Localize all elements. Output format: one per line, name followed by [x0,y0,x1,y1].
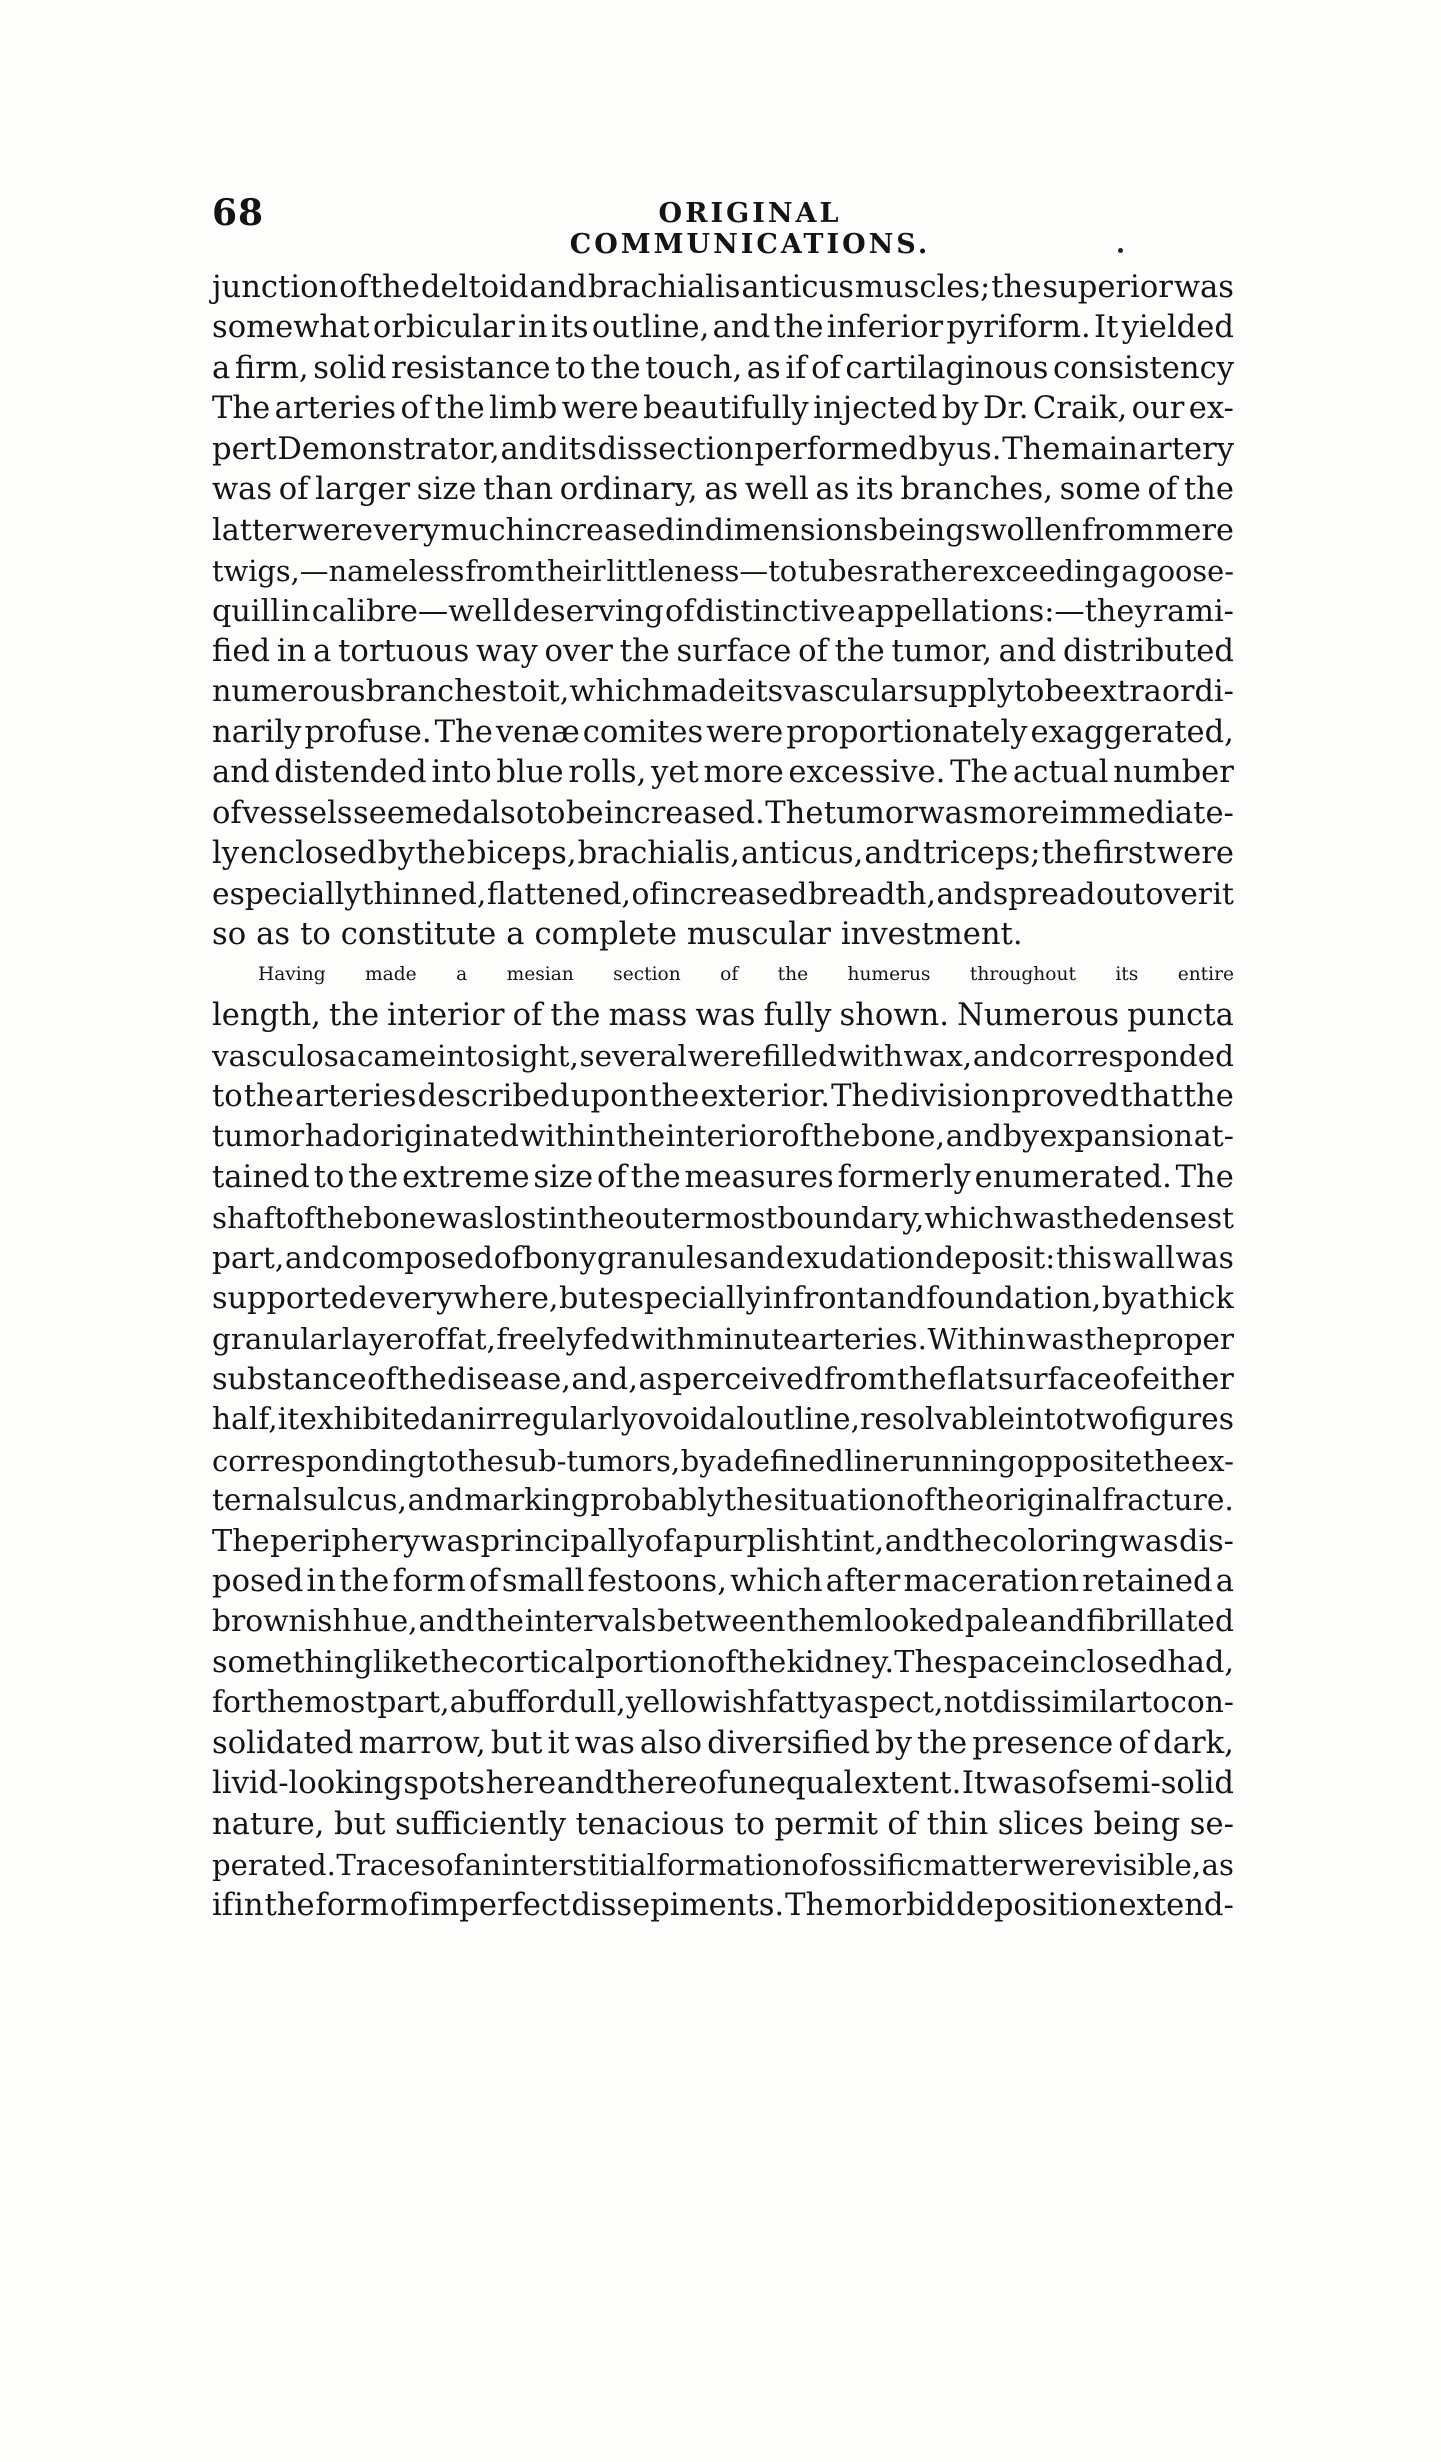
text-line: if in the form of imperfect dissepiments. The morbid deposition extend- [212,1887,1234,1923]
text-line: ly enclosed by the biceps, brachialis, anticus, and triceps; the first were [212,836,1234,872]
running-title: ORIGINAL COMMUNICATIONS. [569,198,931,260]
text-line: narily profuse. The venæ comites were proportionately exaggerated, [212,714,1234,750]
text-line: part, and composed of bony granules and exudation deposit: this wall was [212,1240,1234,1276]
text-line: livid-looking spots here and there of unequal extent. It was of semi-solid [212,1766,1234,1802]
text-line: half, it exhibited an irregularly ovoidal outline, resolvable into two figures [212,1402,1234,1438]
text-line: tained to the extreme size of the measures formerly enumerated. The [212,1159,1234,1195]
text-line: especially thinned, flattened, of increased breadth, and spread out over it [212,876,1234,912]
text-line: latter were very much increased in dimensions being swollen from mere [212,512,1234,548]
paragraph-2 [212,955,1234,1926]
text-line: supported everywhere, but especially in front and foundation, by a thick [212,1280,1234,1316]
text-line: quill in calibre—well deserving of distinctive appellations:—they rami- [212,593,1234,629]
text-line: posed in the form of small festoons, which after maceration retained a [212,1564,1234,1599]
text-line: was of larger size than ordinary, as well as its branches, some of the [212,472,1234,508]
text-line: ternal sulcus, and marking probably the situation of the original fracture. [212,1483,1234,1519]
text-line: something like the cortical portion of the kidney. The space inclosed had, [212,1644,1234,1680]
text-line: and distended into blue rolls, yet more excessive. The actual number [212,755,1234,791]
text-line: to the arteries described upon the exterior. The division proved that the [212,1078,1234,1114]
body-text [212,268,1234,1926]
text-line: somewhat orbicular in its outline, and the inferior pyriform. It yielded [212,310,1234,346]
text-line: nature, but sufficiently tenacious to permit of thin slices being se- [212,1806,1234,1842]
text-line: numerous branches to it, which made its vascular supply to be extraordi- [212,674,1234,710]
text-line: The arteries of the limb were beautifully injected by Dr. Craik, our ex- [212,391,1234,427]
ink-speck [1118,248,1123,253]
text-line: tumor had originated within the interior of the bone, and by expansion at- [212,1119,1234,1155]
text-line: brownish hue, and the intervals between them looked pale and fibrillated [212,1604,1234,1640]
text-line: solidated marrow, but it was also diversified by the presence of dark, [212,1725,1234,1761]
text-line: fied in a tortuous way over the surface of the tumor, and distributed [212,633,1234,669]
text-line: shaft of the bone was lost in the outermost boundary, which was the densest [212,1201,1234,1236]
text-line: pert Demonstrator, and its dissection performed by us. The main artery [212,431,1234,467]
text-line: Having made a mesian section of the humerus throughout its entire [258,964,1234,986]
text-line: twigs,—nameless from their littleness—to tubes rather exceeding a goose- [212,554,1234,589]
page-number: 68 [212,192,265,234]
text-line: The periphery was principally of a purplish tint, and the coloring was dis- [212,1523,1234,1559]
text-line: of vessels seemed also to be increased. The tumor was more immediate- [212,795,1234,831]
text-line: perated. Traces of an interstitial formation of ossific matter were visible, as [212,1848,1234,1883]
text-line: for the most part, a buff or dull, yellowish fatty aspect, not dissimilar to con- [212,1685,1234,1721]
text-line: a firm, solid resistance to the touch, as if of cartilaginous consistency [212,350,1234,386]
text-line: corresponding to the sub-tumors, by a defined line running opposite the ex- [212,1443,1234,1478]
text-line: so as to constitute a complete muscular investment. [212,917,1023,952]
text-line: granular layer of fat, freely fed with minute arteries. Within was the proper [212,1322,1234,1357]
text-line: length, the interior of the mass was fully shown. Numerous puncta [212,997,1234,1033]
text-line: substance of the disease, and, as perceived from the flat surface of either [212,1361,1234,1397]
text-line: junction of the deltoid and brachialis anticus muscles; the superior was [212,270,1234,305]
text-line: vasculosa came into sight, several were filled with wax, and corresponded [212,1039,1234,1074]
paragraph-1 [212,268,1234,955]
